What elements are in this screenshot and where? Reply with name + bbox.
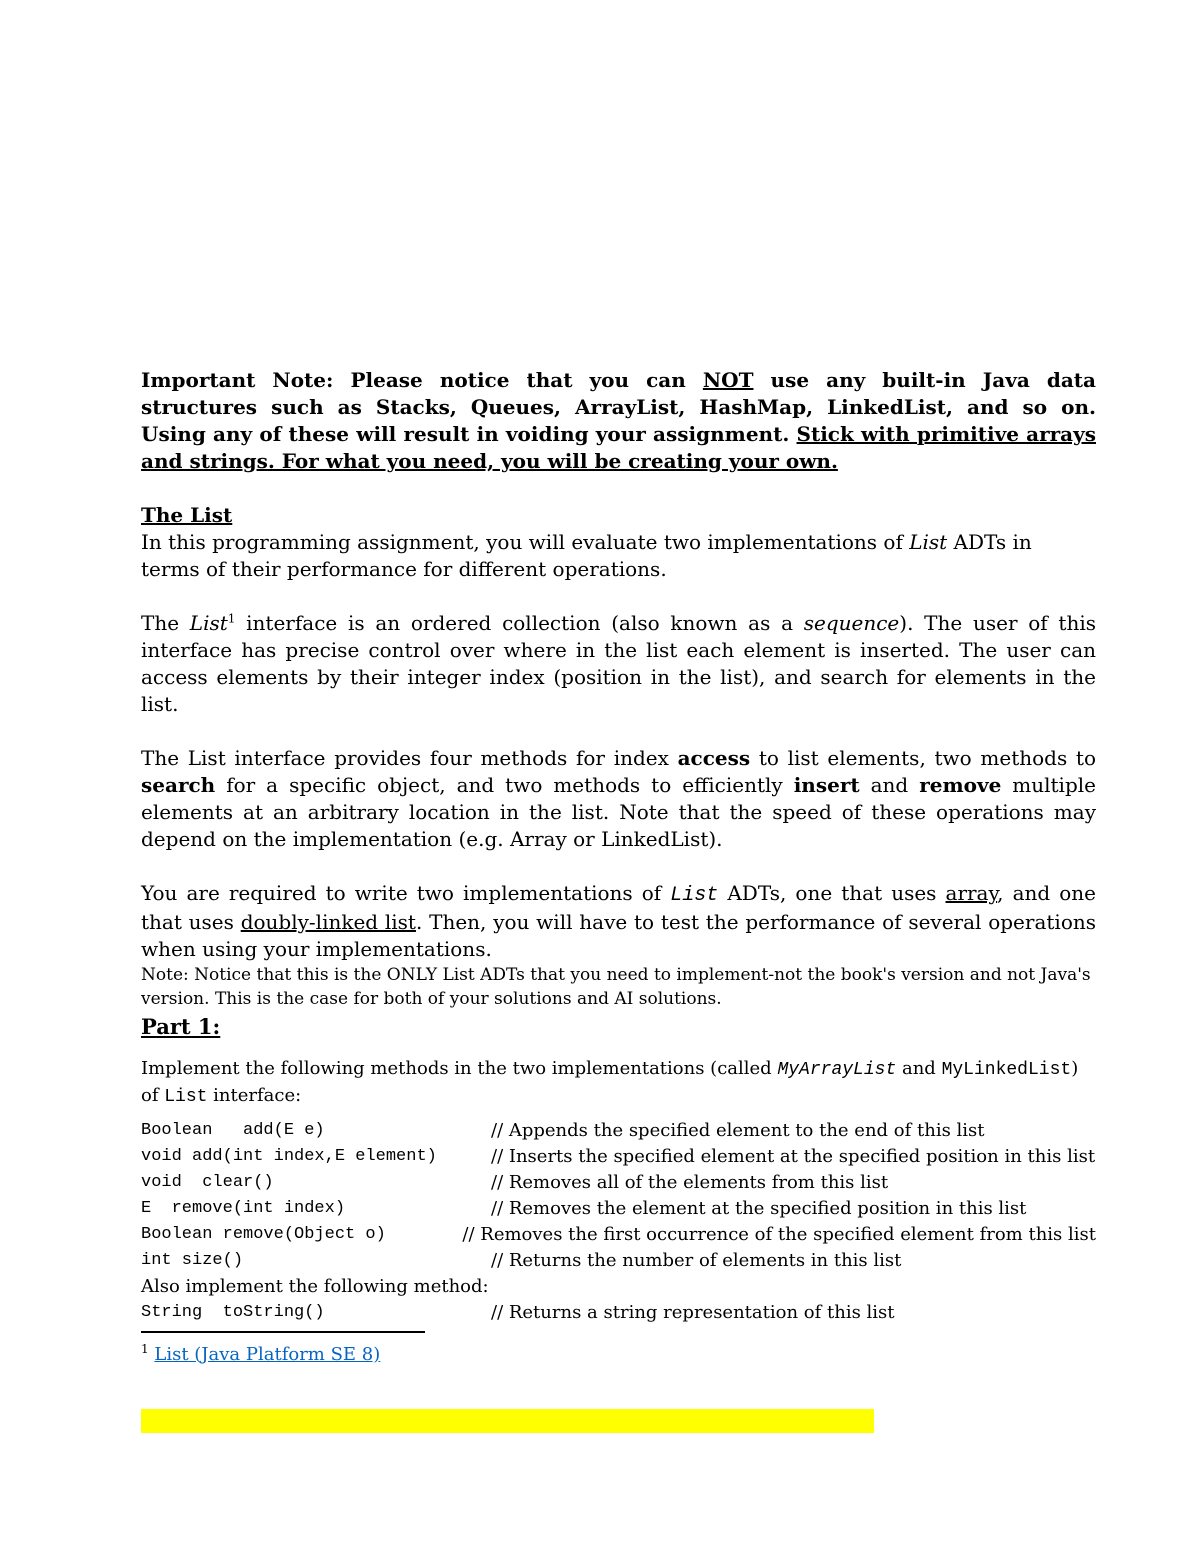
part1-intro: Implement the following methods in the two implementations (called MyArrayList and MyLinkedList) of List interface:	[141, 1058, 1079, 1107]
important-note-label: Important Note:	[141, 368, 334, 392]
primitive-arrays-note: Stick with primitive arrays and strings. For what you need, you will be creating your own.	[141, 422, 1096, 473]
section-heading-the-list: The List	[141, 503, 233, 527]
method-row: E remove(int index) // Removes the element at the specified position in this list	[141, 1198, 1027, 1219]
method-row: void add(int index,E element) // Inserts the specified element at the specified position in this list	[141, 1146, 1096, 1167]
section-heading-part-1: Part 1:	[141, 1014, 221, 1039]
footnote-separator	[141, 1331, 425, 1333]
footnote-link[interactable]: List (Java Platform SE 8)	[154, 1344, 381, 1365]
yellow-highlight-bar	[141, 1409, 874, 1433]
only-list-note: Note: Notice that this is the ONLY List ADTs that you need to implement-not the book's version and not Java's version. This is the case for both of your solutions and AI solutions.	[141, 965, 1091, 1009]
also-implement-label: Also implement the following method:	[141, 1276, 489, 1297]
list-methods-paragraph: The List interface provides four methods for index access to list elements, two methods to search for a specific object, and two methods to efficiently insert and remove multiple elements at an arbitrary location in the list. Note that the speed of these operations may depend on the implementation (e.g. Array or LinkedList).	[141, 746, 1096, 851]
not-emphasis: NOT	[702, 368, 754, 392]
footnote-ref[interactable]: 1	[227, 611, 236, 626]
footnote-number: 1	[141, 1342, 149, 1356]
doubly-linked-list-term: doubly-linked list	[240, 910, 416, 934]
document-body	[141, 367, 1096, 1326]
method-row: Boolean remove(Object o) // Removes the first occurrence of the specified element from this list	[141, 1224, 1096, 1245]
list-intro-paragraph: In this programming assignment, you will evaluate two implementations of List ADTs in terms of their performance for different operations.	[141, 530, 1032, 581]
list-interface-paragraph: The List$^1$ interface is an ordered collection (also known as a sequence). The user of this interface has precise control over where in the list each element is inserted. The user can access elements by their integer index (position in the list), and search for elements in the list.	[141, 611, 1096, 716]
footnote	[141, 1343, 380, 1367]
method-row-tostring: String toString() // Returns a string representation of this list	[141, 1302, 895, 1323]
method-row: Boolean add(E e) // Appends the specified element to the end of this list	[141, 1120, 985, 1141]
method-row: void clear() // Removes all of the elements from this list	[141, 1172, 889, 1193]
array-term: array	[945, 881, 998, 905]
method-row: int size() // Returns the number of elements in this list	[141, 1250, 902, 1271]
method-list	[141, 1118, 1096, 1326]
implementations-paragraph: You are required to write two implementations of List ADTs, one that uses array, and one that uses doubly-linked list. Then, you will have to test the performance of several operations when using your implementations.	[141, 881, 1097, 961]
important-note: Important Note: Please notice that you can NOT use any built-in Java data structures such as Stacks, Queues, ArrayList, HashMap, LinkedList, and so on. Using any of these will result in voiding your assignment. Stick with primitive arrays and strings. For what you need, you will be creating your own.	[141, 368, 1096, 473]
